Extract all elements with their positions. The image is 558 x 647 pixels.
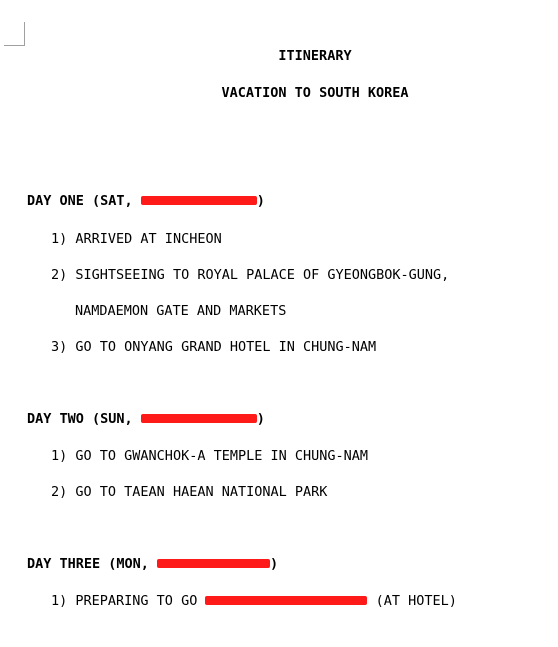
- document-title: ITINERARY: [278, 48, 352, 64]
- page-corner-margin-marker: [4, 22, 25, 46]
- day-three-heading: [27, 556, 278, 572]
- redacted-date: [141, 414, 257, 423]
- list-item: [51, 267, 449, 283]
- list-item: [51, 484, 327, 500]
- list-item-text-prefix: PREPARING TO GO: [75, 593, 206, 609]
- day-heading-prefix: DAY ONE (SAT,: [27, 193, 141, 209]
- redacted-date: [157, 559, 270, 568]
- list-item-number: 1): [51, 231, 68, 247]
- list-item-text: GO TO ONYANG GRAND HOTEL IN CHUNG-NAM: [75, 339, 377, 355]
- list-item: [51, 231, 222, 247]
- redacted-date: [141, 196, 257, 205]
- day-heading-prefix: DAY THREE (MON,: [27, 556, 158, 572]
- redacted-destination: [205, 596, 367, 605]
- list-item-text: GO TO TAEAN HAEAN NATIONAL PARK: [75, 484, 328, 500]
- day-heading-prefix: DAY TWO (SUN,: [27, 411, 141, 427]
- list-item-number: 3): [51, 339, 68, 355]
- list-item-number: 1): [51, 593, 68, 609]
- list-item-number: 1): [51, 448, 68, 464]
- list-item-number: 2): [51, 484, 68, 500]
- day-heading-suffix: ): [256, 193, 265, 209]
- list-item-text: SIGHTSEEING TO ROYAL PALACE OF GYEONGBOK-GUNG,: [75, 267, 450, 283]
- day-one-heading: [27, 193, 265, 209]
- list-item: [51, 593, 457, 609]
- list-item-number: 2): [51, 267, 68, 283]
- list-item-text: GO TO GWANCHOK-A TEMPLE IN CHUNG-NAM: [75, 448, 369, 464]
- day-heading-suffix: ): [270, 556, 279, 572]
- day-two-heading: [27, 411, 265, 427]
- list-item-continuation: NAMDAEMON GATE AND MARKETS: [75, 303, 287, 319]
- list-item-text-suffix: (AT HOTEL): [367, 593, 457, 609]
- list-item: [51, 448, 368, 464]
- list-item: [51, 339, 376, 355]
- document-subtitle: VACATION TO SOUTH KOREA: [221, 85, 409, 101]
- day-heading-suffix: ): [256, 411, 265, 427]
- list-item-text: ARRIVED AT INCHEON: [75, 231, 222, 247]
